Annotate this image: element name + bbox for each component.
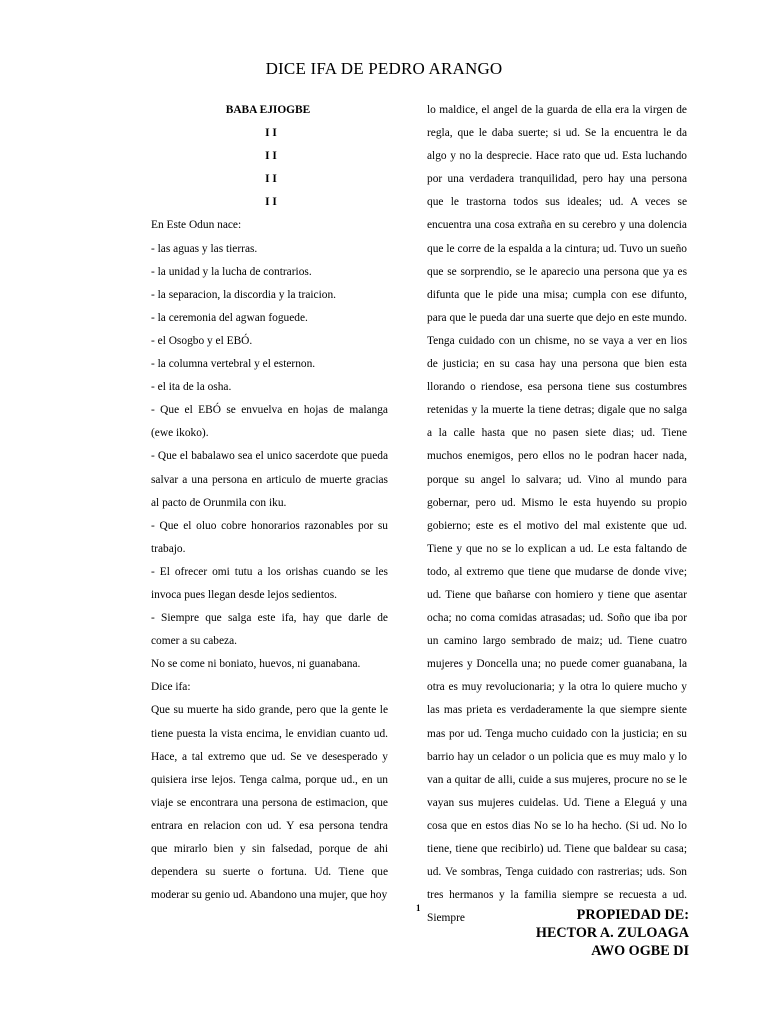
sign-mark: I I xyxy=(265,127,277,140)
paragraph: - la separacion, la discordia y la traicion. xyxy=(151,288,337,301)
paragraph: Dice ifa: xyxy=(151,681,191,694)
paragraph: - las aguas y las tierras. xyxy=(151,242,258,255)
paragraph: En Este Odun nace: xyxy=(151,219,242,232)
paragraph: Que su muerte ha sido grande, pero que la gente le tiene puesta la vista encima, le envidian cuanto ud. Hace, a tal extremo que ud. Se ve desesperado y quisiera irse lejos. Tenga calma, porque ud., en un viaje se encontrara una persona de estimacion, que entrara en relacion con ud. Y esa persona tendra que mirarlo bien y sin falsedad, porque de ahi dependera su suerte o fortuna. Ud. Tiene que moderar su genio ud. Abandono una mujer, que hoy xyxy=(151,704,388,902)
paragraph: - El ofrecer omi tutu a los orishas cuando se les invoca pues llegan desde lejos sedientos. xyxy=(151,565,388,601)
paragraph: lo maldice, el angel de la guarda de ella era la virgen de regla, que le daba suerte; si ud. Se la encuentra le da algo y no la desprecie. Hace rato que ud. Esta luchando por una verdadera tranquilidad, pero hay una persona que le trastorna todos sus ideales; ud. A veces se encuentra una cosa extraña en su cerebro y una dolencia que le corre de la espalda a la cintura; ud. Tuvo un sueño que se sorprendio, se le aparecio una persona que ya es difunta que le pide una misa; cumpla con ese difunto, para que le pueda dar una suerte que dejo en este mundo. Tenga cuidado con un chisme, no se vaya a ver en lios de justicia; en su casa hay una persona que bien esta llorando o riendose, esa persona tiene sus costumbres retenidas y la muerte la tiene detras; digale que no salga a la calle hasta que no pasen siete dias; ud. Tiene muchos enemigos, pero ellos no le podran hacer nada, porque su angel lo salvara; ud. Vino al mundo para gobernar, pero ud. Mismo le esta huyendo su propio gobierno; este es el motivo del mal existente que ud. Tiene y que no se lo explican a ud. Le esta faltando de todo, al extremo que tiene que mudarse de donde vive; ud. Tiene que bañarse con homiero y tiene que asentar ocha; no coma comidas atrasadas; ud. Soño que iba por un camino largo sembrado de maiz; ud. Tiene cuatro mujeres y Doncella una; no puede comer guanabana, la otra es muy revolucionaria; y la otra lo quiere mucho y las mas prieta es verdaderamente la que siempre siente mas por ud. Tenga mucho cuidado con la justicia; en su barrio hay un celador o un policia que es muy malo y lo van a quitar de alli, cuide a sus mujeres, procure no se le vayan sus mujeres cuidelas. Ud. Tiene a Eleguá y una cosa que en estos dias No se lo ha hecho. (Si ud. No lo tiene, tiene que recibirlo) ud. Tiene que baldear su casa; ud. Ve sombras, Tenga cuidado con rastrerias; uds. Son tres hermanos y la familia siempre se recuesta a ud. Siempre xyxy=(427,104,687,925)
sign-mark: I I xyxy=(265,173,277,186)
paragraph: - el Osogbo y el EBÓ. xyxy=(151,334,253,347)
odun-heading: BABA EJIOGBE xyxy=(225,104,311,116)
page-number: 1 xyxy=(416,903,421,913)
paragraph: - la columna vertebral y el esternon. xyxy=(151,358,316,371)
paragraph: - Que el oluo cobre honorarios razonables por su trabajo. xyxy=(151,519,388,555)
footer-line: PROPIEDAD DE: xyxy=(576,907,689,923)
sign-mark: I I xyxy=(265,150,277,163)
paragraph: - Siempre que salga este ifa, hay que darle de comer a su cabeza. xyxy=(151,612,388,648)
paragraph: - Que el babalawo sea el unico sacerdote que pueda salvar a una persona en articulo de muerte gracias al pacto de Orunmila con iku. xyxy=(151,450,388,509)
left-column xyxy=(151,99,388,907)
paragraph: - la ceremonia del agwan foguede. xyxy=(151,311,308,324)
paragraph: - la unidad y la lucha de contrarios. xyxy=(151,265,312,278)
footer-ownership xyxy=(536,906,689,960)
right-column xyxy=(427,99,687,930)
footer-line: AWO OGBE DI xyxy=(591,943,689,959)
paragraph: - el ita de la osha. xyxy=(151,381,232,394)
footer-line: HECTOR A. ZULOAGA xyxy=(535,925,689,941)
paragraph: - Que el EBÓ se envuelva en hojas de malanga (ewe ikoko). xyxy=(151,404,388,440)
page-title: DICE IFA DE PEDRO ARANGO xyxy=(265,59,503,78)
paragraph: No se come ni boniato, huevos, ni guanabana. xyxy=(151,658,361,671)
sign-mark: I I xyxy=(265,196,277,209)
